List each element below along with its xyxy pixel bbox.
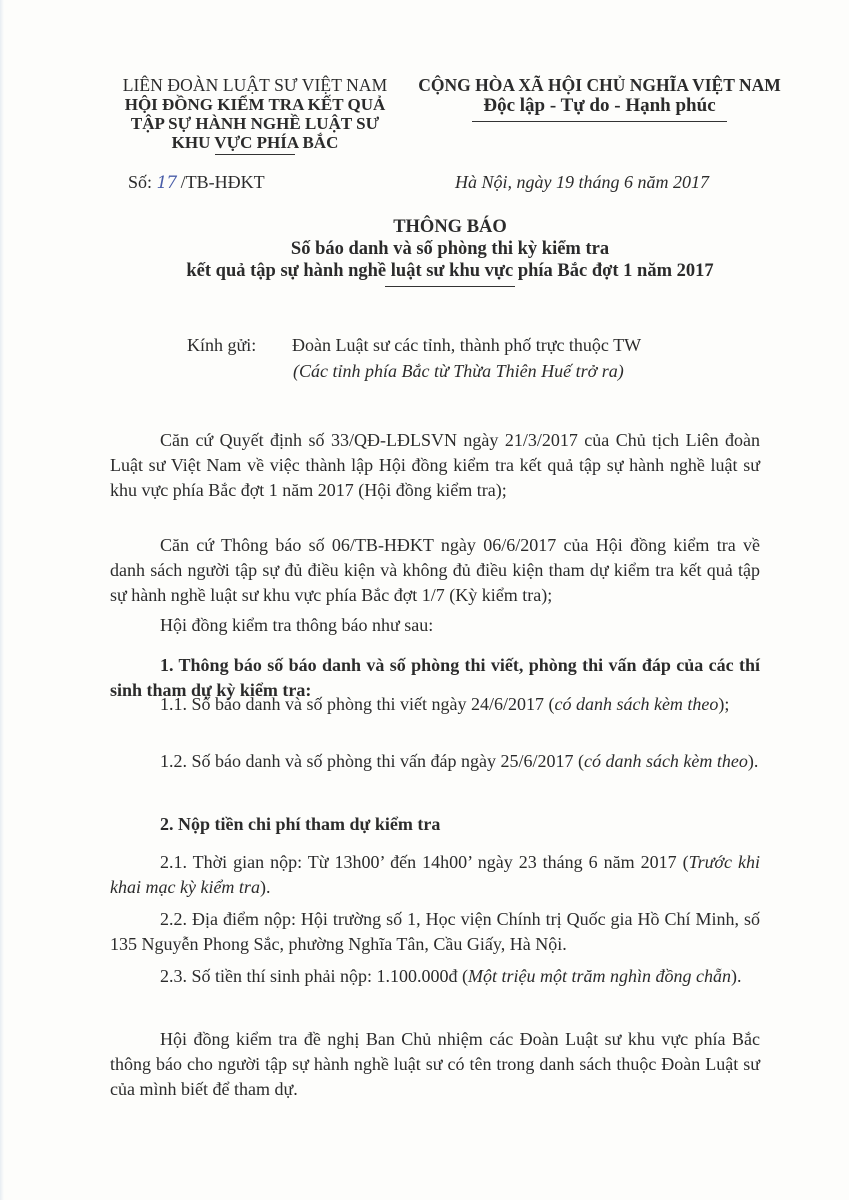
doc-no-suffix: /TB-HĐKT: [180, 172, 265, 192]
paragraph-request: Hội đồng kiểm tra đề nghị Ban Chủ nhiệm các Đoàn Luật sư khu vực phía Bắc thông báo cho người tập sự hành nghề luật sư có tên trong danh sách thuộc Đoàn Luật sư của mình biết để tham dự.: [110, 1029, 760, 1099]
council-name-line2: TẬP SỰ HÀNH NGHỀ LUẬT SƯ: [130, 114, 380, 133]
place-date: Hà Nội, ngày 19 tháng 6 năm 2017: [455, 172, 709, 192]
title-sub1: Số báo danh và số phòng thi kỳ kiểm tra: [290, 239, 610, 259]
item-1-1: 1.1. Số báo danh và số phòng thi viết ngày 24/6/2017 (có danh sách kèm theo);: [160, 694, 730, 714]
country-name: CỘNG HÒA XÃ HỘI CHỦ NGHĨA VIỆT NAM: [418, 75, 781, 95]
document-title: [100, 216, 800, 287]
item-2-1: 2.1. Thời gian nộp: Từ 13h00’ đến 14h00’ ngày 23 tháng 6 năm 2017 (Trước khi khai mạc kỳ kiểm tra).: [110, 852, 760, 897]
recipient-to: Đoàn Luật sư các tỉnh, thành phố trực thuộc TW: [292, 335, 642, 355]
recipient-label: Kính gửi:: [187, 335, 257, 355]
paragraph-intro: Hội đồng kiểm tra thông báo như sau:: [160, 615, 434, 635]
recipient-block: [187, 335, 641, 382]
council-name-line3: KHU VỰC PHÍA BẮC: [171, 133, 339, 152]
paragraph-basis-1: Căn cứ Quyết định số 33/QĐ-LĐLSVN ngày 21/3/2017 của Chủ tịch Liên đoàn Luật sư Việt Nam về việc thành lập Hội đồng kiểm tra kết quả tập sự hành nghề luật sư khu vực phía Bắc đợt 1 năm 2017 (Hội đồng kiểm tra);: [110, 430, 760, 500]
section-1-heading: 1. Thông báo số báo danh và số phòng thi viết, phòng thi vấn đáp của các thí sinh tham dự kỳ kiểm tra:: [110, 655, 760, 700]
doc-no-prefix: Số:: [128, 172, 153, 192]
federation-name: LIÊN ĐOÀN LUẬT SƯ VIỆT NAM: [122, 75, 388, 95]
title-divider: [385, 286, 515, 287]
item-1-2: 1.2. Số báo danh và số phòng thi vấn đáp ngày 25/6/2017 (có danh sách kèm theo).: [160, 751, 759, 771]
paragraph-basis-2: Căn cứ Thông báo số 06/TB-HĐKT ngày 06/6/2017 của Hội đồng kiểm tra về danh sách người tập sự đủ điều kiện và không đủ điều kiện tham dự kiểm tra kết quả tập sự hành nghề luật sư khu vực phía Bắc đợt 1/7 (Kỳ kiểm tra);: [110, 535, 760, 605]
item-2-2: 2.2. Địa điểm nộp: Hội trường số 1, Học viện Chính trị Quốc gia Hồ Chí Minh, số 135 Nguyễn Phong Sắc, phường Nghĩa Tân, Cầu Giấy, Hà Nội.: [110, 909, 760, 954]
document-number: [128, 172, 265, 193]
recipient-note: (Các tỉnh phía Bắc từ Thừa Thiên Huế trở ra): [293, 361, 624, 381]
council-name-line1: HỘI ĐỒNG KIỂM TRA KẾT QUẢ: [124, 95, 386, 114]
issuing-authority-header: [95, 76, 415, 155]
title-main: THÔNG BÁO: [393, 217, 507, 237]
motto: Độc lập - Tự do - Hạnh phúc: [483, 95, 716, 116]
title-sub2: kết quả tập sự hành nghề luật sư khu vực phía Bắc đợt 1 năm 2017: [186, 261, 714, 281]
header-right-divider: [472, 121, 727, 122]
item-2-3: 2.3. Số tiền thí sinh phải nộp: 1.100.000đ (Một triệu một trăm nghìn đồng chẵn).: [160, 966, 742, 986]
section-2-heading: 2. Nộp tiền chi phí tham dự kiểm tra: [160, 814, 441, 834]
scan-edge: [0, 0, 4, 1200]
doc-no-handwritten: 17: [156, 173, 177, 193]
national-motto-header: [412, 76, 787, 122]
header-left-divider: [215, 154, 295, 155]
